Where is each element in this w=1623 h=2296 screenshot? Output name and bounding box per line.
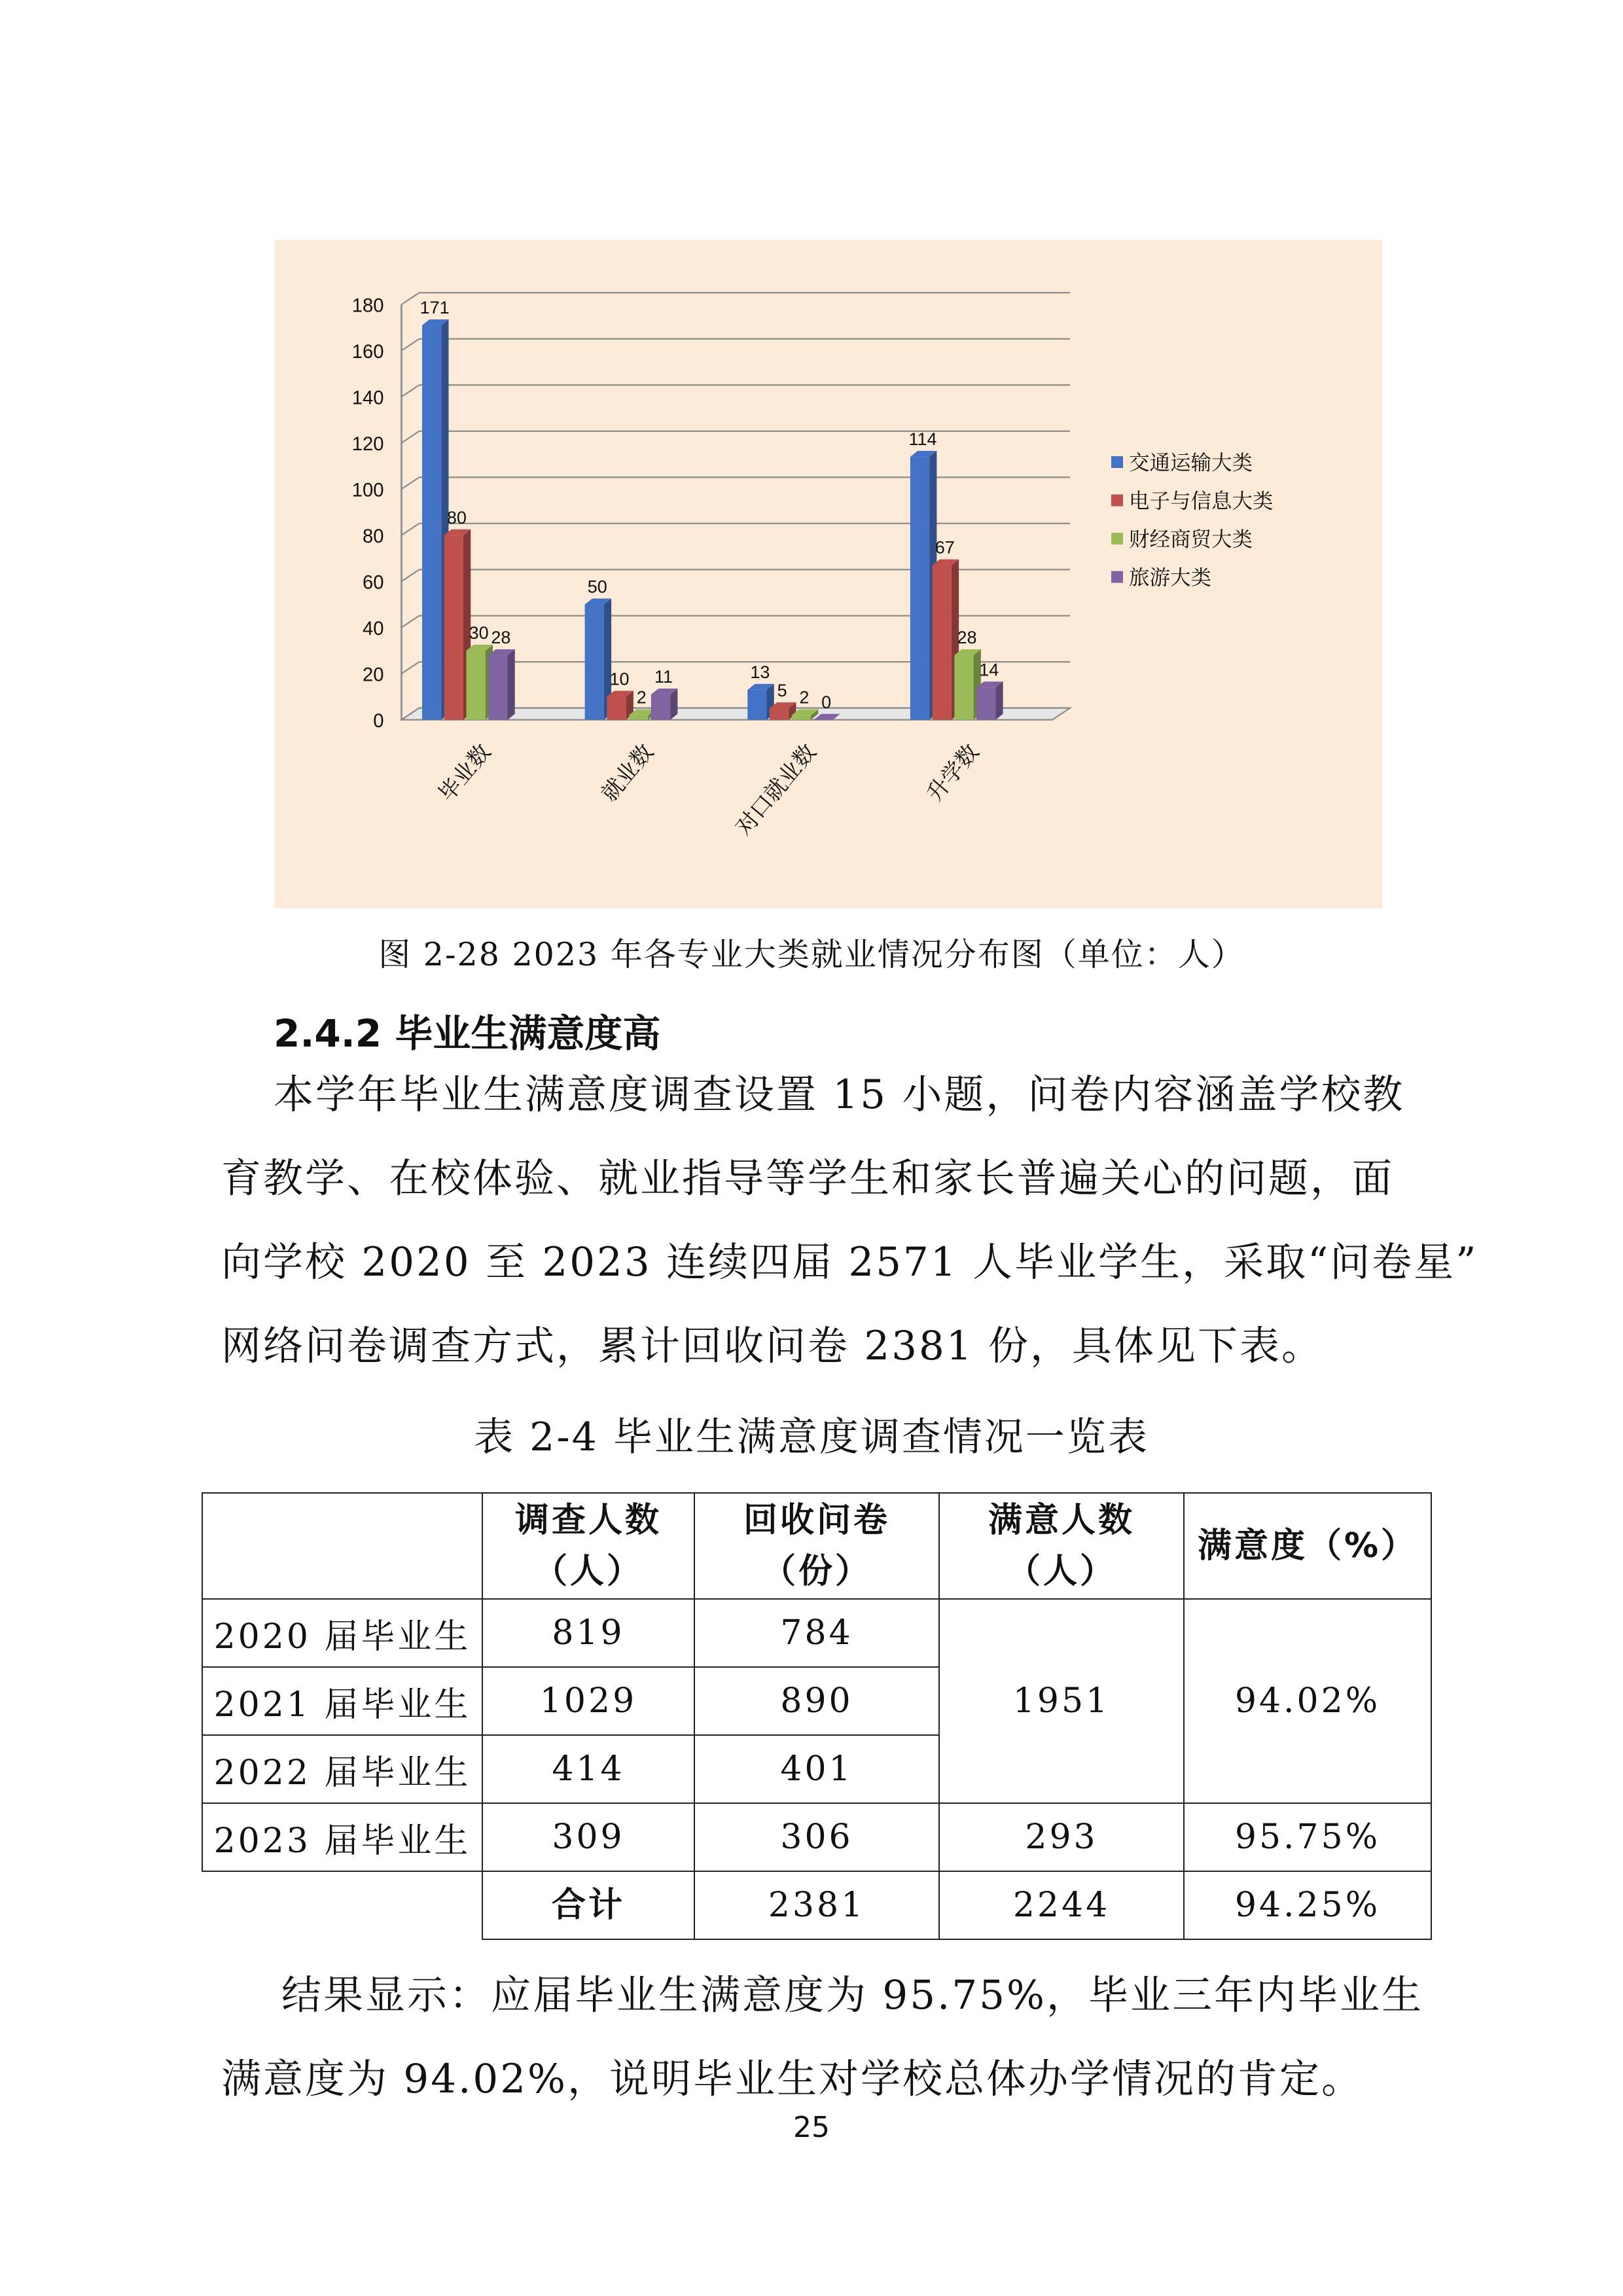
cell-surveyed: 819 — [482, 1599, 694, 1667]
bar-升学数-旅游大类 — [976, 687, 995, 719]
bar-升学数-财经商贸大类 — [954, 655, 973, 720]
data-label: 114 — [908, 429, 937, 449]
total-rate: 94.25% — [1184, 1871, 1431, 1939]
data-label: 11 — [654, 666, 673, 687]
y-tick-label: 100 — [351, 480, 384, 501]
header-line: （人） — [1006, 1552, 1116, 1591]
paragraph-line: 本学年毕业生满意度调查设置 15 小题，问卷内容涵盖学校教 — [274, 1071, 1405, 1118]
y-tick-label: 140 — [351, 387, 384, 409]
header-line: 回收问卷 — [743, 1501, 890, 1540]
x-tick-label: 毕业数 — [433, 739, 496, 806]
paragraph-line: 结果显示：应届毕业生满意度为 95.75%，毕业三年内毕业生 — [281, 1972, 1423, 2018]
data-label: 2 — [636, 687, 647, 708]
cell-returned: 306 — [694, 1803, 939, 1871]
table-caption: 表 2-4 毕业生满意度调查情况一览表 — [474, 1414, 1149, 1460]
y-tick-label: 20 — [362, 664, 384, 686]
data-label: 5 — [777, 681, 787, 701]
legend-label: 财经商贸大类 — [1129, 528, 1253, 552]
header-line: 调查人数 — [514, 1501, 662, 1540]
data-label: 28 — [957, 628, 977, 648]
header-surveyed — [482, 1493, 694, 1599]
legend-swatch — [1111, 456, 1123, 468]
header-returned — [694, 1493, 939, 1599]
data-label: 171 — [419, 297, 450, 317]
bar-对口就业数-电子与信息大类 — [770, 708, 789, 720]
cell-rate-merged: 94.02% — [1184, 1599, 1431, 1803]
bar-就业数-财经商贸大类 — [629, 715, 648, 720]
data-label: 28 — [491, 628, 511, 648]
legend-swatch — [1111, 533, 1123, 545]
bar-对口就业数-交通运输大类 — [747, 690, 766, 720]
data-label: 67 — [935, 537, 955, 558]
total-satisfied: 2244 — [939, 1871, 1184, 1939]
row-label: 2020 届毕业生 — [202, 1599, 482, 1667]
cell-returned: 784 — [694, 1599, 939, 1667]
data-label: 2 — [799, 687, 810, 708]
paragraph-line: 网络问卷调查方式，累计回收问卷 2381 份，具体见下表。 — [221, 1323, 1324, 1369]
row-label: 2022 届毕业生 — [202, 1735, 482, 1803]
data-label: 13 — [750, 662, 770, 682]
cell-returned: 401 — [694, 1735, 939, 1803]
y-tick-label: 40 — [362, 619, 384, 639]
cell-surveyed: 1029 — [482, 1667, 694, 1735]
header-line: 满意度（%） — [1197, 1526, 1418, 1566]
legend-label: 交通运输大类 — [1129, 451, 1253, 475]
data-label: 10 — [609, 669, 630, 689]
x-tick-label: 对口就业数 — [730, 739, 821, 840]
bar-就业数-旅游大类 — [651, 694, 670, 720]
cell-satisfied: 293 — [939, 1803, 1184, 1871]
bar-就业数-电子与信息大类 — [607, 697, 626, 720]
data-label: 80 — [446, 507, 467, 528]
bar-side — [508, 649, 515, 720]
total-returned: 2381 — [694, 1871, 939, 1939]
header-satisfied — [939, 1493, 1184, 1599]
bar-毕业数-电子与信息大类 — [444, 535, 463, 720]
y-tick-label: 180 — [351, 295, 384, 317]
section-heading: 2.4.2 毕业生满意度高 — [274, 1011, 661, 1056]
table-row — [202, 1803, 1431, 1871]
y-tick-label: 0 — [373, 711, 384, 732]
row-label: 2023 届毕业生 — [202, 1803, 482, 1871]
cell-satisfied-merged: 1951 — [939, 1599, 1184, 1803]
data-label: 0 — [821, 692, 832, 712]
bar-对口就业数-财经商贸大类 — [792, 715, 811, 720]
bar-chart-svg — [275, 240, 1382, 908]
legend-swatch — [1111, 571, 1123, 583]
legend-swatch — [1111, 495, 1123, 507]
cell-returned: 890 — [694, 1667, 939, 1735]
header-line: 满意人数 — [988, 1501, 1135, 1540]
legend-label: 电子与信息大类 — [1129, 489, 1274, 513]
bar-就业数-交通运输大类 — [585, 605, 604, 720]
header-line: （人） — [533, 1552, 643, 1591]
employment-chart — [275, 240, 1382, 908]
table-row — [202, 1599, 1431, 1667]
y-tick-label: 60 — [362, 572, 384, 594]
cell-surveyed: 309 — [482, 1803, 694, 1871]
data-label: 50 — [587, 577, 607, 597]
page-number: 25 — [793, 2111, 830, 2144]
x-tick-label: 就业数 — [596, 739, 659, 806]
cell-surveyed: 414 — [482, 1735, 694, 1803]
bar-side — [995, 681, 1003, 719]
data-label: 14 — [979, 660, 999, 680]
total-empty-cell — [202, 1871, 482, 1939]
bar-毕业数-财经商贸大类 — [467, 651, 486, 720]
bar-毕业数-交通运输大类 — [422, 325, 441, 720]
figure-caption: 图 2-28 2023 年各专业大类就业情况分布图（单位：人） — [378, 936, 1245, 973]
bar-毕业数-旅游大类 — [488, 655, 507, 720]
header-line: （份） — [761, 1552, 872, 1591]
data-label: 30 — [469, 623, 489, 643]
paragraph-line: 向学校 2020 至 2023 连续四届 2571 人毕业学生，采取“问卷星” — [221, 1239, 1478, 1285]
table-corner-cell — [202, 1493, 482, 1599]
x-tick-label: 升学数 — [921, 739, 984, 806]
bar-升学数-电子与信息大类 — [933, 565, 952, 720]
paragraph-line: 育教学、在校体验、就业指导等学生和家长普遍关心的问题，面 — [221, 1155, 1395, 1202]
cell-rate: 95.75% — [1184, 1803, 1431, 1871]
total-label: 合计 — [482, 1871, 694, 1939]
y-tick-label: 80 — [362, 526, 384, 547]
table-total-row — [202, 1871, 1431, 1939]
table-header-row — [202, 1493, 1431, 1599]
satisfaction-table — [202, 1492, 1432, 1940]
y-tick-label: 160 — [351, 342, 384, 363]
legend-label: 旅游大类 — [1129, 565, 1212, 590]
row-label: 2021 届毕业生 — [202, 1667, 482, 1735]
y-tick-label: 120 — [351, 434, 384, 455]
header-rate — [1184, 1493, 1431, 1599]
paragraph-line: 满意度为 94.02%，说明毕业生对学校总体办学情况的肯定。 — [221, 2056, 1363, 2102]
bar-升学数-交通运输大类 — [910, 457, 929, 720]
